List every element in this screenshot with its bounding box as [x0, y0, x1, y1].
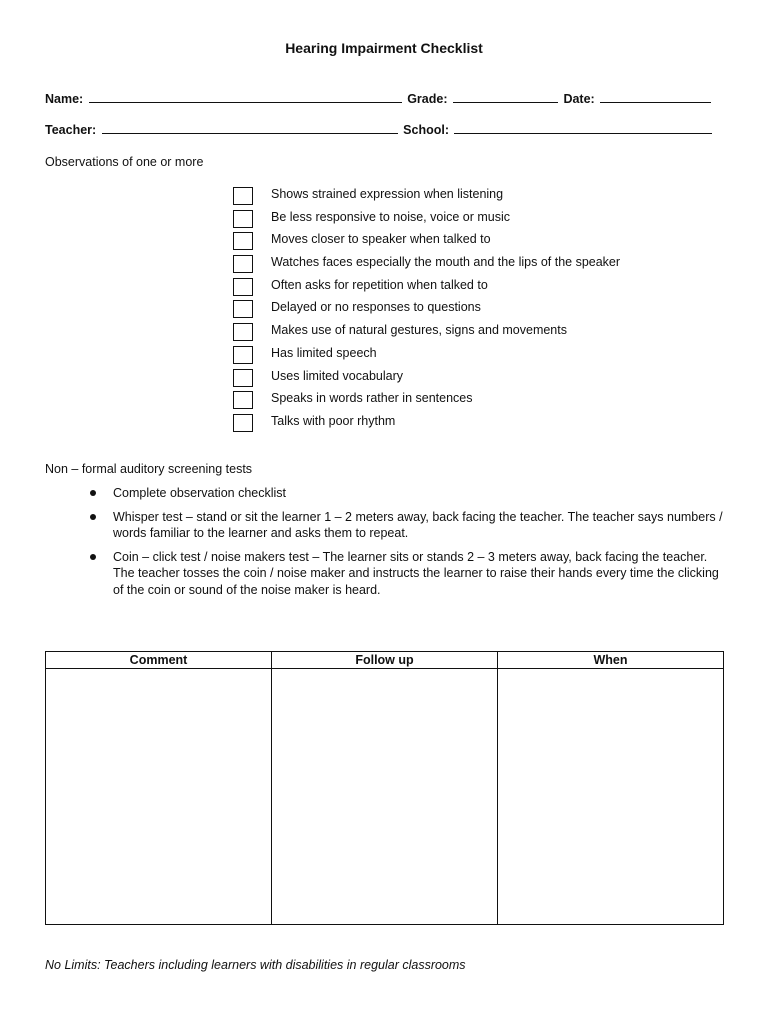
when-cell[interactable]	[498, 669, 724, 925]
checkbox[interactable]	[233, 346, 253, 364]
checkbox[interactable]	[233, 300, 253, 318]
screening-item-text: Whisper test – stand or sit the learner 1 – 2 meters away, back facing the teacher. The teacher says numbers / words familiar to the learner and asks them to repeat.	[113, 509, 723, 540]
checklist-item-label: Has limited speech	[271, 345, 377, 360]
date-label: Date:	[563, 92, 595, 106]
checklist-item-label: Talks with poor rhythm	[271, 413, 396, 428]
grade-field[interactable]	[453, 92, 558, 103]
checkbox[interactable]	[233, 210, 253, 228]
checklist-item-label: Uses limited vocabulary	[271, 368, 403, 383]
comment-cell[interactable]	[46, 669, 272, 925]
bullet-icon	[90, 554, 96, 560]
followup-header: Follow up	[272, 652, 498, 669]
page-title: Hearing Impairment Checklist	[285, 40, 483, 56]
teacher-label: Teacher:	[45, 123, 97, 137]
grade-label: Grade:	[407, 92, 448, 106]
date-field[interactable]	[600, 92, 711, 103]
checkbox[interactable]	[233, 323, 253, 341]
name-label: Name:	[45, 92, 84, 106]
name-field[interactable]	[89, 92, 402, 103]
checklist-item-label: Be less responsive to noise, voice or music	[271, 209, 510, 224]
checkbox[interactable]	[233, 232, 253, 250]
checklist-item-label: Shows strained expression when listening	[271, 187, 504, 201]
checklist-item-label: Often asks for repetition when talked to	[271, 277, 488, 292]
checkbox[interactable]	[233, 187, 253, 205]
name-grade-date-row	[45, 92, 713, 106]
list-item	[88, 509, 728, 542]
teacher-school-row	[45, 123, 714, 137]
bullet-icon	[90, 490, 96, 496]
checklist-item-label: Watches faces especially the mouth and the lips of the speaker	[271, 255, 621, 270]
bullet-icon	[90, 514, 96, 520]
checkbox[interactable]	[233, 278, 253, 296]
school-label: School:	[403, 123, 449, 137]
screening-heading: Non – formal auditory screening tests	[45, 462, 253, 476]
comment-header: Comment	[46, 652, 272, 669]
checklist-item-label: Makes use of natural gestures, signs and movements	[271, 323, 567, 338]
checklist-item-label: Delayed or no responses to questions	[271, 300, 481, 315]
checklist-item-label: Speaks in words rather in sentences	[271, 391, 473, 406]
checklist-item-label: Moves closer to speaker when talked to	[271, 232, 491, 247]
observations-heading: Observations of one or more	[45, 155, 204, 169]
table-header-row	[46, 652, 724, 669]
checkbox[interactable]	[233, 369, 253, 387]
screening-item-text: Coin – click test / noise makers test – The learner sits or stands 2 – 3 meters away, back facing the teacher. The teacher tosses the coin / noise maker and instructs the learner to raise their hands every time the clicking of the coin or sound of the noise maker is heard.	[113, 549, 719, 597]
footer-note: No Limits: Teachers including learners with disabilities in regular classrooms	[45, 958, 466, 972]
screening-list	[88, 485, 728, 605]
when-header: When	[498, 652, 724, 669]
screening-item-text: Complete observation checklist	[113, 486, 286, 500]
teacher-field[interactable]	[102, 123, 398, 134]
school-field[interactable]	[454, 123, 712, 134]
list-item	[88, 485, 728, 502]
checkbox[interactable]	[233, 414, 253, 432]
checkbox[interactable]	[233, 391, 253, 409]
checkbox[interactable]	[233, 255, 253, 273]
followup-cell[interactable]	[272, 669, 498, 925]
followup-table	[45, 651, 724, 925]
list-item	[88, 549, 728, 599]
table-row	[46, 669, 724, 925]
